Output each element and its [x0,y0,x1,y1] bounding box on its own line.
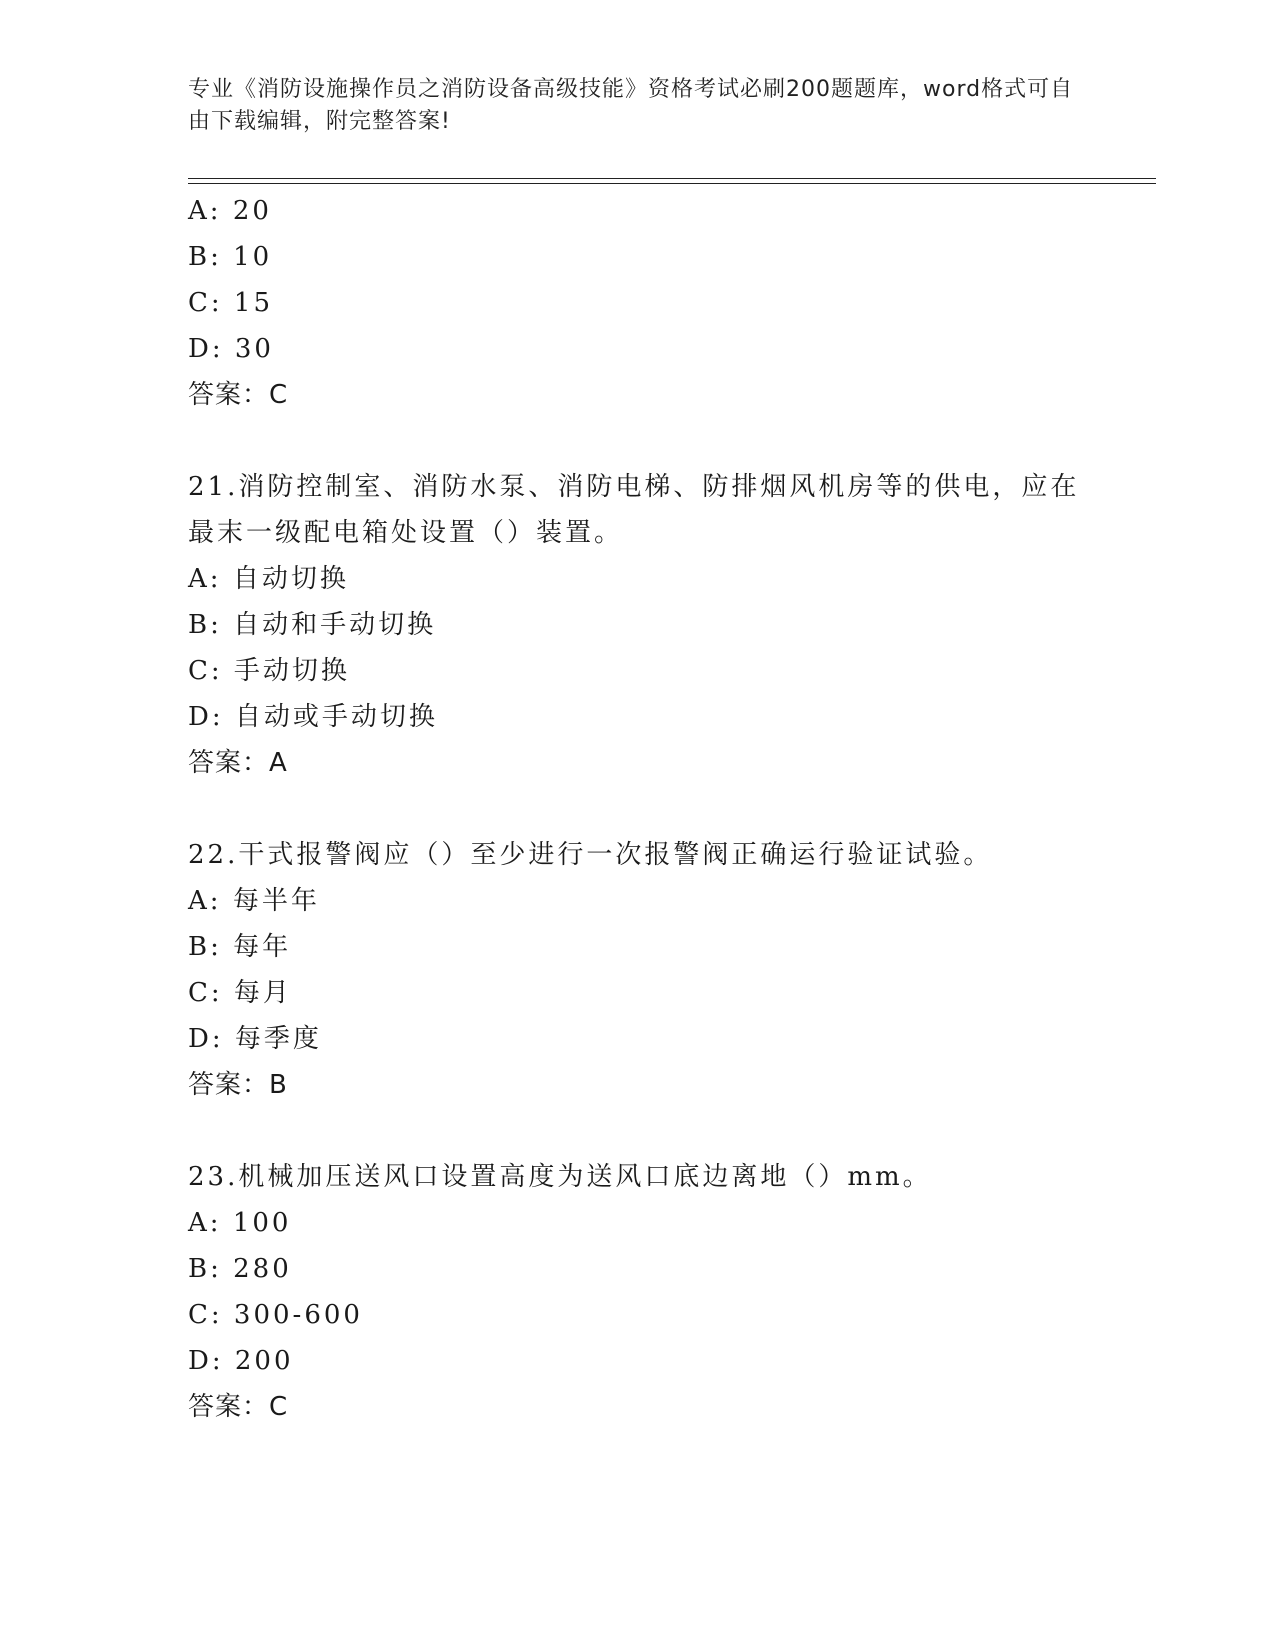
option-a: A: 自动切换 [188,564,349,594]
question-list [188,188,1088,1430]
option-b: B: 10 [188,242,273,272]
option-d: D: 200 [188,1346,294,1376]
answer-line: 答案：A [188,748,288,778]
question-block-22 [188,832,1088,1108]
option-a: A: 20 [188,196,272,226]
question-block-21 [188,464,1088,786]
option-a: A: 100 [188,1208,292,1238]
question-text: 23.机械加压送风口设置高度为送风口底边离地（）mm。 [188,1162,932,1192]
option-c: C: 300-600 [188,1300,363,1330]
header-divider-bottom [188,183,1156,184]
document-header: 专业《消防设施操作员之消防设备高级技能》资格考试必刷200题题库，word格式可自由下载编辑，附完整答案! [188,77,1074,134]
option-b: B: 每年 [188,932,292,962]
header-divider-top [188,178,1156,179]
answer-line: 答案：B [188,1070,288,1100]
option-c: C: 手动切换 [188,656,350,686]
question-text: 21.消防控制室、消防水泵、消防电梯、防排烟风机房等的供电，应在最末一级配电箱处设置（）装置。 [188,472,1080,548]
answer-line: 答案：C [188,380,289,410]
question-block-23 [188,1154,1088,1430]
option-b: B: 280 [188,1254,292,1284]
question-text: 22.干式报警阀应（）至少进行一次报警阀正确运行验证试验。 [188,840,993,870]
answer-line: 答案：C [188,1392,289,1422]
option-a: A: 每半年 [188,886,320,916]
option-c: C: 15 [188,288,274,318]
option-d: D: 30 [188,334,274,364]
option-c: C: 每月 [188,978,292,1008]
question-block-20 [188,188,1088,418]
option-d: D: 自动或手动切换 [188,702,438,732]
option-d: D: 每季度 [188,1024,322,1054]
option-b: B: 自动和手动切换 [188,610,437,640]
